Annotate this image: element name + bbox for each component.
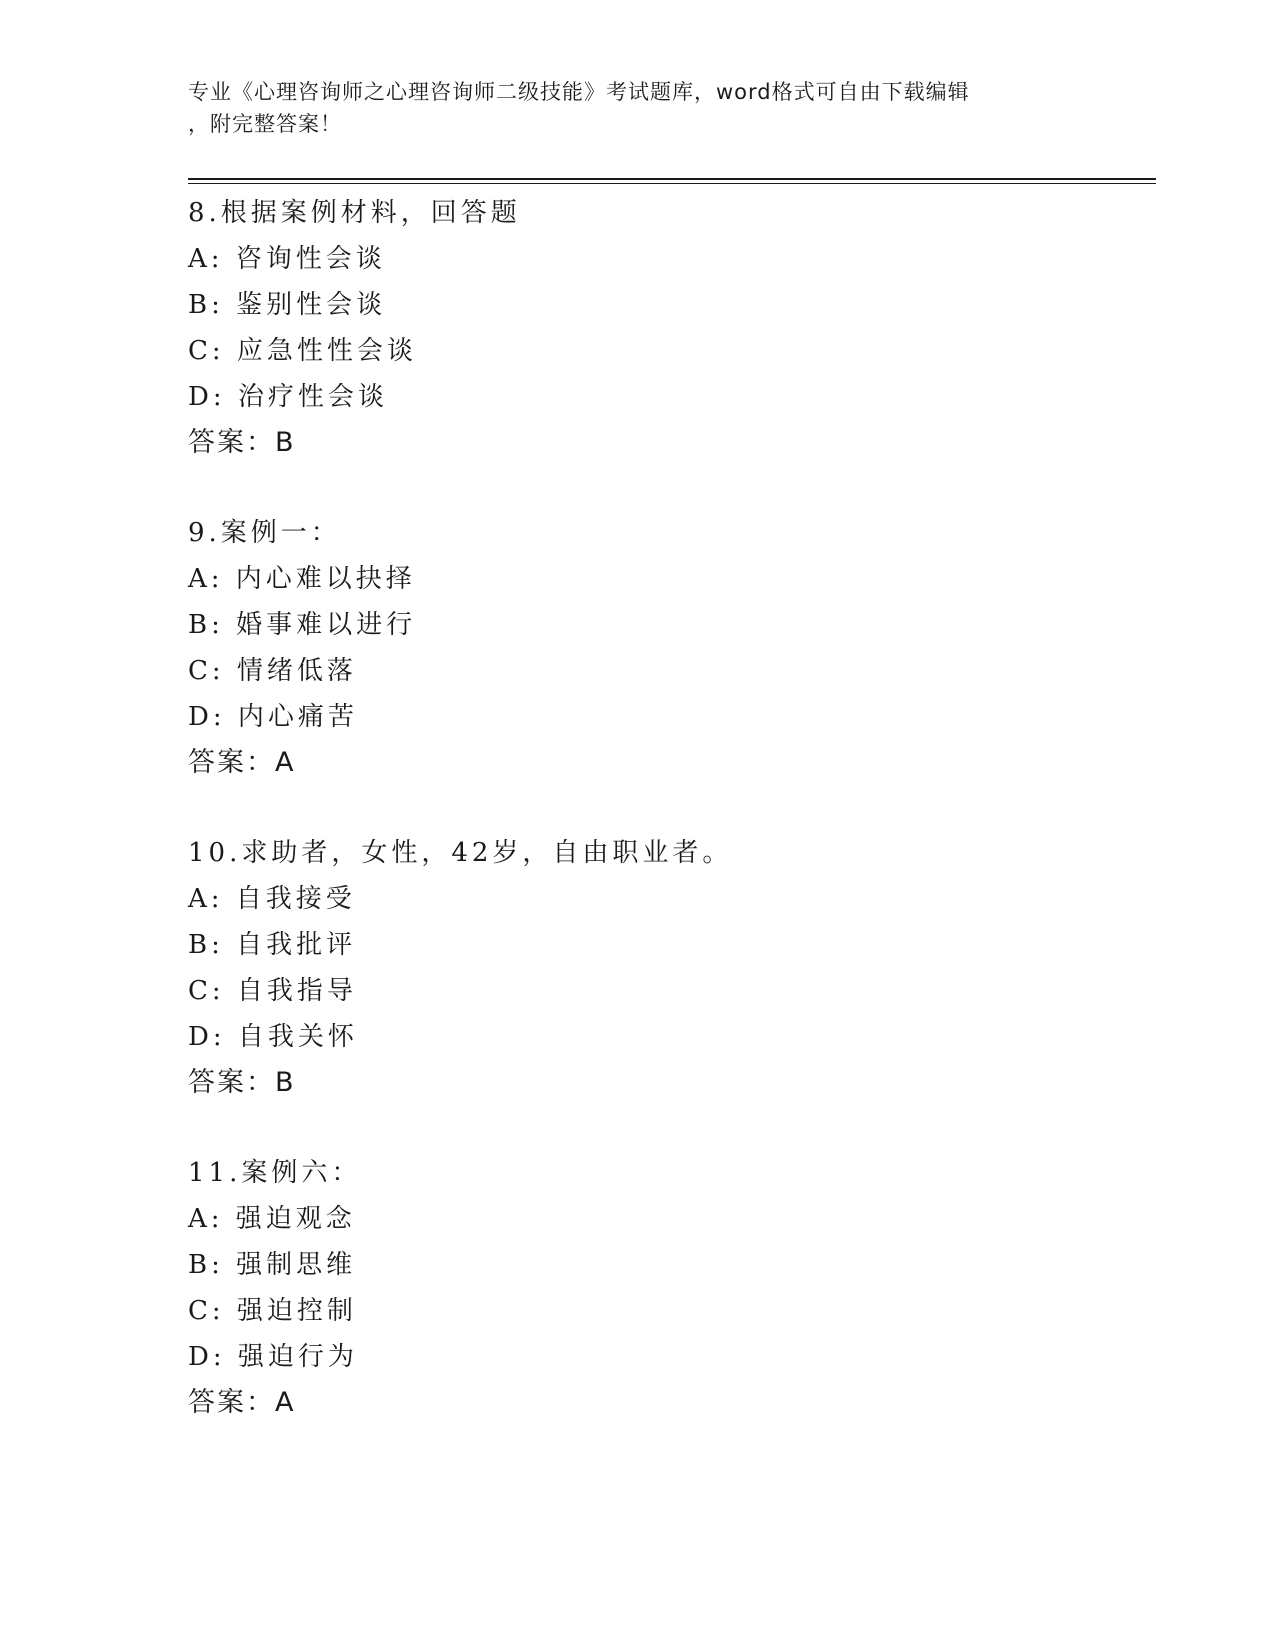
option-d: D: 内心痛苦 bbox=[188, 702, 358, 732]
question-9 bbox=[188, 510, 1148, 786]
question-11 bbox=[188, 1150, 1148, 1426]
option-c: C: 自我指导 bbox=[188, 976, 357, 1006]
option-c: C: 强迫控制 bbox=[188, 1296, 357, 1326]
question-title: 11.案例六： bbox=[188, 1158, 362, 1188]
option-b: B: 鉴别性会谈 bbox=[188, 290, 387, 320]
header-line-2: ，附完整答案！ bbox=[188, 112, 342, 136]
option-c: C: 应急性性会谈 bbox=[188, 336, 417, 366]
answer-line: 答案：B bbox=[188, 1067, 296, 1098]
header-divider-thin bbox=[188, 183, 1156, 184]
option-a: A: 内心难以抉择 bbox=[188, 564, 416, 594]
option-a: A: 强迫观念 bbox=[188, 1204, 356, 1234]
header-line-1: 专业《心理咨询师之心理咨询师二级技能》考试题库，word格式可自由下载编辑 bbox=[188, 80, 970, 104]
question-title: 8.根据案例材料，回答题 bbox=[188, 198, 521, 228]
option-a: A: 自我接受 bbox=[188, 884, 356, 914]
option-b: B: 婚事难以进行 bbox=[188, 610, 417, 640]
document-header bbox=[188, 76, 1088, 140]
option-d: D: 强迫行为 bbox=[188, 1342, 358, 1372]
header-divider-thick bbox=[188, 178, 1156, 180]
option-a: A: 咨询性会谈 bbox=[188, 244, 386, 274]
option-d: D: 治疗性会谈 bbox=[188, 382, 388, 412]
question-10 bbox=[188, 830, 1148, 1106]
question-title: 9.案例一： bbox=[188, 518, 341, 548]
question-8 bbox=[188, 190, 1148, 466]
answer-line: 答案：A bbox=[188, 1387, 296, 1418]
option-b: B: 强制思维 bbox=[188, 1250, 357, 1280]
question-title: 10.求助者，女性，42岁，自由职业者。 bbox=[188, 838, 733, 868]
answer-line: 答案：A bbox=[188, 747, 296, 778]
option-d: D: 自我关怀 bbox=[188, 1022, 358, 1052]
option-b: B: 自我批评 bbox=[188, 930, 357, 960]
question-list bbox=[188, 190, 1148, 1470]
option-c: C: 情绪低落 bbox=[188, 656, 357, 686]
answer-line: 答案：B bbox=[188, 427, 296, 458]
